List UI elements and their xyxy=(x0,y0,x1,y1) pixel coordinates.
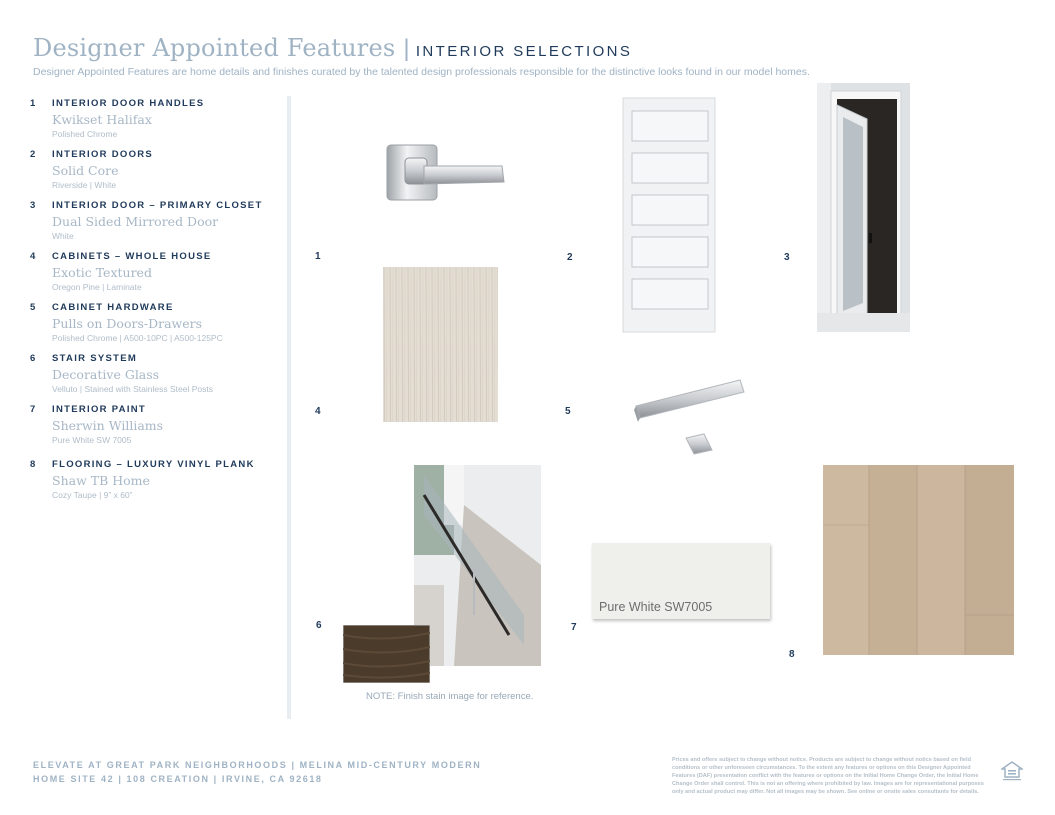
item-category: INTERIOR PAINT xyxy=(52,404,147,415)
column-divider xyxy=(287,96,291,719)
list-item xyxy=(30,200,280,251)
gallery-label-1: 1 xyxy=(315,251,321,262)
stain-note: NOTE: Finish stain image for reference. xyxy=(366,691,534,702)
item-category: CABINETS – WHOLE HOUSE xyxy=(52,251,212,262)
door-handle-image xyxy=(380,140,510,205)
gallery-label-2: 2 xyxy=(567,252,573,263)
item-product: Kwikset Halifax xyxy=(52,112,152,127)
item-detail: Velluto | Stained with Stainless Steel Posts xyxy=(52,384,213,394)
item-product: Sherwin Williams xyxy=(52,418,164,433)
list-item xyxy=(30,149,280,200)
gallery-label-6: 6 xyxy=(316,620,322,631)
item-number: 4 xyxy=(30,251,36,262)
gallery-label-7: 7 xyxy=(571,622,577,633)
legal-disclaimer: Prices and offers subject to change without notice. Products are subject to change without notice based on field conditions or other unforeseen circumstances. To the extent any features or options on this Designer Appointed Features (DAF) presentation conflict with the features or options on the Initial Home Change Order, the Initial Home Change Order shall control. This is not an offering where prohibited by law. Images are for representational purposes only and actual product may differ. Not all images may be shown. See online or onsite sales consultants for details. xyxy=(672,757,984,795)
footer-homesite: HOME SITE 42 | 108 CREATION | IRVINE, CA 92618 xyxy=(33,774,323,784)
item-category: FLOORING – LUXURY VINYL PLANK xyxy=(52,459,255,470)
list-item xyxy=(30,404,280,455)
item-category: CABINET HARDWARE xyxy=(52,302,174,313)
intro-text: Designer Appointed Features are home details and finishes curated by the talented design professionals responsible for the distinctive looks found in our model homes. xyxy=(33,66,810,78)
list-item xyxy=(30,302,280,353)
paint-swatch xyxy=(592,543,770,619)
item-detail: Polished Chrome | A500-10PC | A500-125PC xyxy=(52,333,223,343)
list-item xyxy=(30,98,280,149)
item-product: Solid Core xyxy=(52,163,119,178)
item-category: INTERIOR DOOR – PRIMARY CLOSET xyxy=(52,200,263,211)
list-item xyxy=(30,353,280,404)
item-detail: Oregon Pine | Laminate xyxy=(52,282,142,292)
item-product: Shaw TB Home xyxy=(52,473,150,488)
gallery-label-4: 4 xyxy=(315,406,321,417)
item-category: INTERIOR DOOR HANDLES xyxy=(52,98,205,109)
cabinet-pull-image xyxy=(632,376,747,458)
item-detail: Polished Chrome xyxy=(52,129,118,139)
page-subtitle: INTERIOR SELECTIONS xyxy=(415,43,633,60)
item-number: 8 xyxy=(30,459,36,470)
gallery-label-3: 3 xyxy=(784,252,790,263)
item-detail: Pure White SW 7005 xyxy=(52,435,132,445)
item-number: 2 xyxy=(30,149,36,160)
stain-swatch-image xyxy=(343,625,430,683)
footer-community: ELEVATE AT GREAT PARK NEIGHBORHOODS | MELINA MID-CENTURY MODERN xyxy=(33,760,482,770)
item-product: Exotic Textured xyxy=(52,265,152,280)
page-title-main: Designer Appointed Features xyxy=(33,34,396,62)
flooring-swatch-image xyxy=(823,465,1014,655)
item-product: Pulls on Doors-Drawers xyxy=(52,316,203,331)
gallery-label-8: 8 xyxy=(789,649,795,660)
list-item xyxy=(30,251,280,302)
item-number: 5 xyxy=(30,302,36,313)
paint-swatch-label: Pure White SW7005 xyxy=(599,600,713,614)
item-number: 1 xyxy=(30,98,36,109)
item-detail: Cozy Taupe | 9” x 60” xyxy=(52,490,133,500)
item-category: INTERIOR DOORS xyxy=(52,149,154,160)
panel-door-image xyxy=(622,97,716,333)
item-detail: Riverside | White xyxy=(52,180,117,190)
item-number: 6 xyxy=(30,353,36,364)
item-category: STAIR SYSTEM xyxy=(52,353,138,364)
item-product: Dual Sided Mirrored Door xyxy=(52,214,219,229)
item-product: Decorative Glass xyxy=(52,367,160,382)
cabinet-swatch-image xyxy=(383,267,498,422)
item-number: 3 xyxy=(30,200,36,211)
title-separator: | xyxy=(403,35,410,62)
item-number: 7 xyxy=(30,404,36,415)
mirrored-door-image xyxy=(817,83,910,332)
page-title xyxy=(33,34,632,63)
list-item xyxy=(30,459,280,510)
equal-housing-opportunity-icon xyxy=(1001,760,1023,782)
item-detail: White xyxy=(52,231,74,241)
gallery-label-5: 5 xyxy=(565,406,571,417)
selection-list xyxy=(30,98,280,510)
stair-system-image xyxy=(414,465,541,666)
